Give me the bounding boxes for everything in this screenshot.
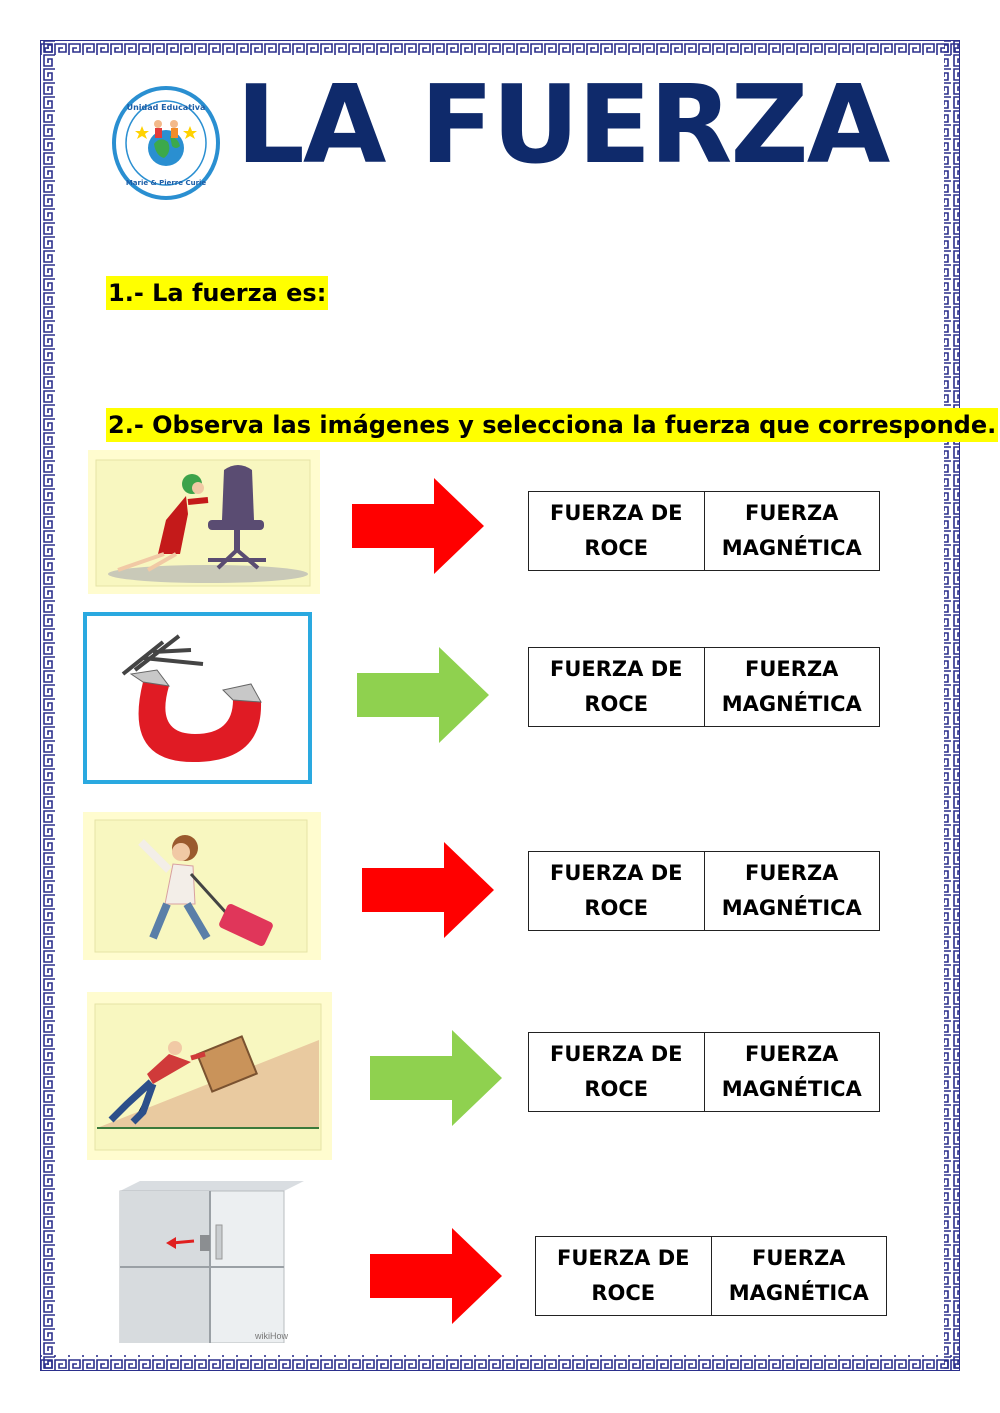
option-fuerza-de-roce[interactable]: FUERZA DE ROCE [528,491,705,571]
school-logo [112,86,220,200]
option-fuerza-magnetica[interactable]: FUERZA MAGNÉTICA [705,1032,881,1112]
wikihow-watermark: wikiHow [254,1331,288,1341]
svg-text:Unidad Educativa: Unidad Educativa [126,103,206,112]
question-2: 2.- Observa las imágenes y selecciona la fuerza que corresponde. [106,408,998,442]
arrow-right-icon [370,1030,504,1126]
option-fuerza-magnetica[interactable]: FUERZA MAGNÉTICA [705,851,881,931]
arrow-right-icon [357,647,491,743]
option-pair-2 [528,647,880,727]
woman-pushing-chair-image [88,450,320,594]
option-pair-3 [528,851,880,931]
fridge-magnet-image [70,1163,308,1343]
question-1: 1.- La fuerza es: [106,276,328,310]
option-fuerza-de-roce[interactable]: FUERZA DE ROCE [535,1236,712,1316]
option-fuerza-magnetica[interactable]: FUERZA MAGNÉTICA [705,491,881,571]
page-title: LA FUERZA [236,63,889,188]
option-fuerza-de-roce[interactable]: FUERZA DE ROCE [528,1032,705,1112]
option-pair-5 [535,1236,887,1316]
man-pushing-box-up-ramp-image [87,992,332,1160]
option-pair-1 [528,491,880,571]
magnet-attracting-nails-image [83,612,312,784]
school-logo-globe-icon [112,86,220,200]
arrow-right-icon [370,1228,504,1324]
option-fuerza-magnetica[interactable]: FUERZA MAGNÉTICA [712,1236,888,1316]
girl-pulling-suitcase-image [83,812,321,960]
arrow-right-icon [352,478,486,574]
option-fuerza-magnetica[interactable]: FUERZA MAGNÉTICA [705,647,881,727]
option-fuerza-de-roce[interactable]: FUERZA DE ROCE [528,647,705,727]
option-fuerza-de-roce[interactable]: FUERZA DE ROCE [528,851,705,931]
arrow-right-icon [362,842,496,938]
option-pair-4 [528,1032,880,1112]
svg-text:Marie & Pierre Curie: Marie & Pierre Curie [125,179,207,187]
